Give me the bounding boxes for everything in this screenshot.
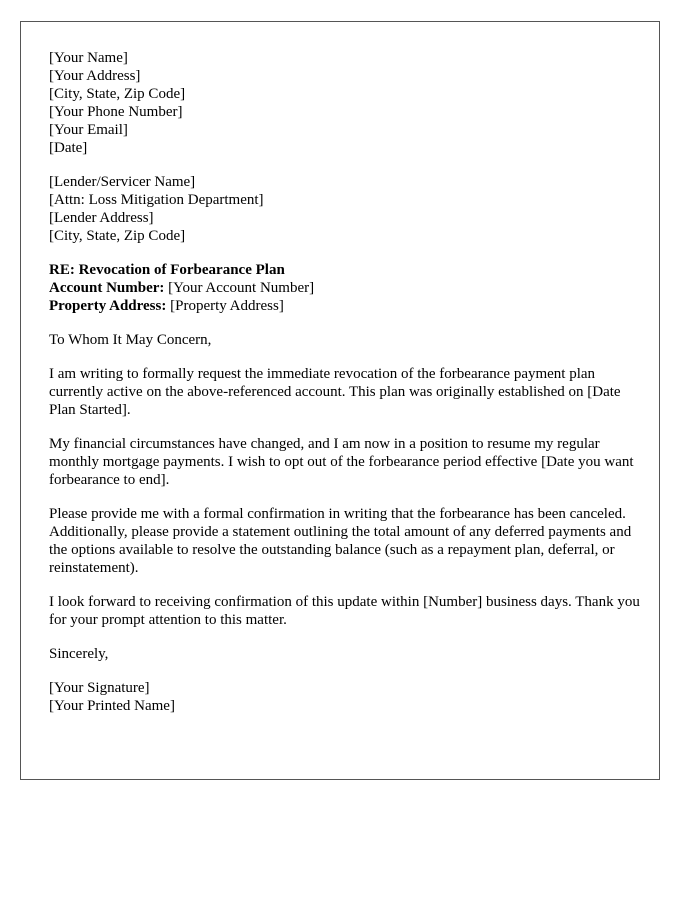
body-paragraph: I look forward to receiving confirmation of this update within [Number] business days. Thank you for your prompt attention to this matter.: [49, 594, 640, 628]
printed-name: [Your Printed Name]: [49, 698, 175, 714]
letter-body: [49, 49, 641, 731]
sender-email: [Your Email]: [49, 122, 128, 138]
recipient-address-line: [Lender Address]: [49, 210, 154, 226]
recipient-attn: [Attn: Loss Mitigation Department]: [49, 192, 264, 208]
salutation: To Whom It May Concern,: [49, 332, 212, 348]
recipient-address: [49, 173, 641, 245]
account-number-line: [49, 279, 641, 297]
subject-line: RE: Revocation of Forbearance Plan: [49, 262, 285, 278]
property-label: Property Address:: [49, 298, 167, 314]
closing: Sincerely,: [49, 646, 109, 662]
letter-page: [20, 21, 660, 780]
signature: [Your Signature]: [49, 680, 150, 696]
body-paragraph: Please provide me with a formal confirmation in writing that the forbearance has been canceled. Additionally, please provide a statement outlining the total amount of any deferred payments and the options available to resolve the outstanding balance (such as a repayment plan, deferral, or reinstatement).: [49, 506, 632, 576]
sender-phone: [Your Phone Number]: [49, 104, 183, 120]
sender-city: [City, State, Zip Code]: [49, 86, 186, 102]
reference-block: [49, 261, 641, 315]
account-label: Account Number:: [49, 280, 165, 296]
body-paragraph: My financial circumstances have changed, and I am now in a position to resume my regular monthly mortgage payments. I wish to opt out of the forbearance period effective [Date you want forbearance to end].: [49, 436, 634, 488]
signature-block: [49, 679, 641, 715]
recipient-name: [Lender/Servicer Name]: [49, 174, 196, 190]
property-value: [Property Address]: [166, 298, 284, 314]
recipient-city: [City, State, Zip Code]: [49, 228, 186, 244]
sender-name: [Your Name]: [49, 50, 128, 66]
body-paragraph: I am writing to formally request the immediate revocation of the forbearance payment plan currently active on the above-referenced account. This plan was originally established on [Date Plan Started].: [49, 366, 621, 418]
sender-address-line: [Your Address]: [49, 68, 141, 84]
letter-date: [Date]: [49, 140, 88, 156]
account-value: [Your Account Number]: [164, 280, 315, 296]
sender-address: [49, 49, 641, 157]
property-address-line: [49, 297, 641, 315]
